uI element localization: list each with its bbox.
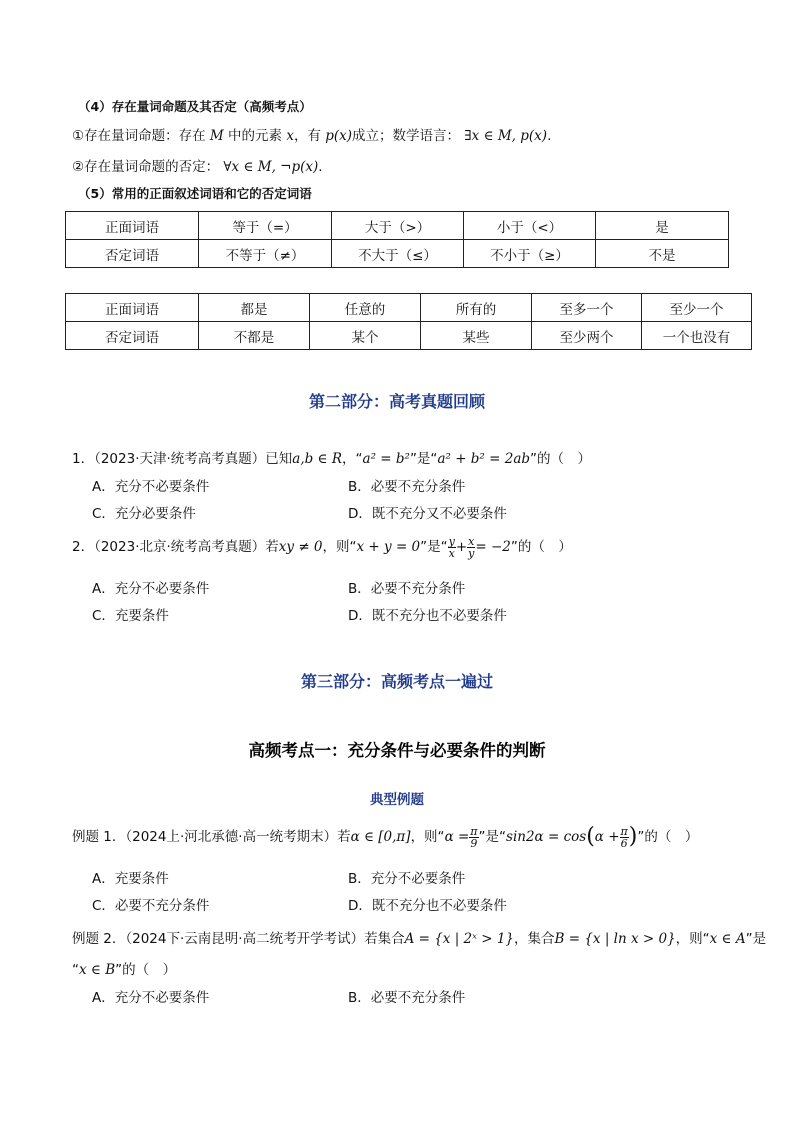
sec4-line1-p: p(x) [325, 128, 353, 144]
ex1-suffix: ”的（ ） [637, 829, 699, 845]
ex1-prefix: 例题 1．（2024上·河北承德·高一统考期末）若 [72, 829, 351, 845]
q2-option-b[interactable]: B．必要不充分条件 [348, 581, 466, 597]
ex1-mid2: ”是“ [478, 829, 507, 845]
sec4-line1-M: M [209, 128, 224, 144]
ex2-prefix: 例题 2．（2024下·云南昆明·高二统考开学考试）若集合 [72, 931, 405, 947]
table-cell: 否定词语 [66, 322, 199, 350]
sec4-heading: （4）存在量词命题及其否定（高频考点） [78, 99, 312, 114]
sec4-line1-end: . [547, 128, 552, 144]
q2-prefix: 2．（2023·北京·统考高考真题）若 [72, 539, 279, 555]
example-label: 典型例题 [370, 792, 424, 808]
ex2-option-b[interactable]: B．必要不充分条件 [348, 990, 466, 1006]
q2-eq: = −2 [475, 539, 511, 555]
q1-option-a[interactable]: A．充分不必要条件 [92, 479, 210, 495]
ex1-fraction-2 [620, 826, 629, 849]
q2-cond: xy ≠ 0 [278, 539, 323, 555]
ex2-mid1: ，集合 [514, 931, 555, 947]
table-words-1 [65, 211, 729, 268]
q1-option-c[interactable]: C．充分必要条件 [92, 506, 196, 522]
sec5-heading: （5）常用的正面叙述词语和它的否定词语 [78, 186, 312, 201]
sec4-line2-math: ∀x ∈ M, ¬p(x) [223, 159, 319, 175]
q2-option-d[interactable]: D．既不充分也不必要条件 [348, 608, 507, 624]
q1-expr1: a² = b² [362, 451, 410, 467]
ex1-option-b[interactable]: B．充分不必要条件 [348, 871, 466, 887]
table-cell: 都是 [199, 294, 310, 322]
table-cell: 至少一个 [642, 294, 752, 322]
table-cell: 小于（<） [464, 212, 596, 240]
table-words-2 [65, 293, 752, 350]
q2-f1-num: y [448, 534, 455, 548]
ex2-line2-a: “ [72, 962, 79, 978]
q1-expr2: a² + b² = 2ab [437, 451, 531, 467]
table-cell: 是 [596, 212, 729, 240]
ex1-paren-left: ( [586, 824, 595, 849]
q1-mid1: ，“ [342, 451, 363, 467]
ex2-line2-b: ”的（ ） [115, 962, 177, 978]
sec4-line2 [72, 155, 323, 175]
table-cell: 正面词语 [66, 212, 199, 240]
part3-title: 第三部分：高频考点一遍过 [300, 672, 493, 691]
sec4-line2-text: ②存在量词命题的否定： [72, 159, 220, 175]
table-cell: 不等于（≠） [199, 240, 332, 268]
q2-suffix: ”的（ ） [510, 539, 572, 555]
ex1-g-num: π [620, 824, 628, 838]
ex2-set-b: B = {x | ln x > 0} [554, 931, 676, 947]
table-cell: 某个 [310, 322, 421, 350]
q2-f1-den: x [448, 546, 455, 560]
ex2-mid3: ”是 [745, 931, 767, 947]
ex1-f-den: 9 [470, 836, 478, 850]
q2-f2-den: y [468, 546, 475, 560]
sec4-line1-math: ∃x ∈ M, p(x) [464, 128, 548, 144]
table-cell: 大于（>） [332, 212, 464, 240]
ex1-paren-right: ) [628, 824, 638, 849]
sec4-line1-x: x [286, 128, 294, 144]
q2-plus: + [455, 539, 468, 555]
q2-stem [72, 534, 572, 560]
ex1-alpha: α = [444, 829, 470, 845]
sec4-line1-text-b: 中的元素 [228, 128, 283, 144]
table-row [66, 240, 729, 268]
q1-option-d[interactable]: D．既不充分又不必要条件 [348, 506, 507, 522]
ex1-option-a[interactable]: A．充要条件 [92, 871, 169, 887]
sec4-line1-text-a: ①存在量词命题：存在 [72, 128, 206, 144]
q1-mid2: ”是“ [409, 451, 438, 467]
ex1-mid1: ，则“ [410, 829, 445, 845]
table-cell: 不都是 [199, 322, 310, 350]
sec4-line1-text-d: 成立；数学语言： [352, 128, 461, 144]
q2-option-c[interactable]: C．充要条件 [92, 608, 169, 624]
ex1-option-d[interactable]: D．既不充分也不必要条件 [348, 898, 507, 914]
table-cell: 所有的 [421, 294, 532, 322]
table-cell: 某些 [421, 322, 532, 350]
q2-expr1: x + y = 0 [356, 539, 421, 555]
ex1-g-den: 6 [620, 836, 628, 850]
table-cell: 等于（=） [199, 212, 332, 240]
q1-stem [72, 447, 591, 467]
table-cell: 至多一个 [532, 294, 642, 322]
q2-mid1: ，则“ [322, 539, 357, 555]
table-cell: 任意的 [310, 294, 421, 322]
table-cell: 否定词语 [66, 240, 199, 268]
topic1-title: 高频考点一：充分条件与必要条件的判断 [248, 741, 546, 760]
ex2-option-a[interactable]: A．充分不必要条件 [92, 990, 210, 1006]
ex1-expr-a: sin2α = cos [506, 829, 587, 845]
ex1-expr-b: α + [594, 829, 620, 845]
q2-option-a[interactable]: A．充分不必要条件 [92, 581, 210, 597]
part2-title: 第二部分：高考真题回顾 [308, 392, 485, 411]
q1-suffix: ”的（ ） [530, 451, 592, 467]
q2-f2-num: x [468, 534, 475, 548]
ex1-fraction-1 [469, 826, 478, 849]
table-cell: 一个也没有 [642, 322, 752, 350]
ex1-stem [72, 822, 698, 852]
ex2-stem-line2 [72, 958, 176, 978]
ex2-expr1: x ∈ A [709, 931, 746, 947]
q1-prefix: 1．（2023·天津·统考高考真题）已知 [72, 451, 293, 467]
sec4-line1 [72, 124, 551, 144]
table-cell: 正面词语 [66, 294, 199, 322]
q2-mid2: ”是“ [420, 539, 448, 555]
table-row [66, 322, 752, 350]
q2-fraction-1 [448, 536, 456, 559]
sec4-line2-end: . [318, 159, 323, 175]
table-row [66, 212, 729, 240]
q1-option-b[interactable]: B．必要不充分条件 [348, 479, 466, 495]
ex2-expr2: x ∈ B [79, 962, 116, 978]
table-cell: 不大于（≤） [332, 240, 464, 268]
q1-cond: a,b ∈ R [292, 451, 343, 467]
ex1-f-num: π [470, 824, 478, 838]
ex2-stem-line1 [72, 927, 766, 947]
ex1-option-c[interactable]: C．必要不充分条件 [92, 898, 210, 914]
sec4-line1-text-c: ，有 [293, 128, 321, 144]
table-row [66, 294, 752, 322]
table-cell: 至少两个 [532, 322, 642, 350]
table-cell: 不是 [596, 240, 729, 268]
ex2-set-a: A = {x | 2ˣ > 1} [404, 931, 515, 947]
ex2-mid2: ，则“ [675, 931, 710, 947]
ex1-cond: α ∈ [0,π] [350, 829, 411, 845]
table-cell: 不小于（≥） [464, 240, 596, 268]
